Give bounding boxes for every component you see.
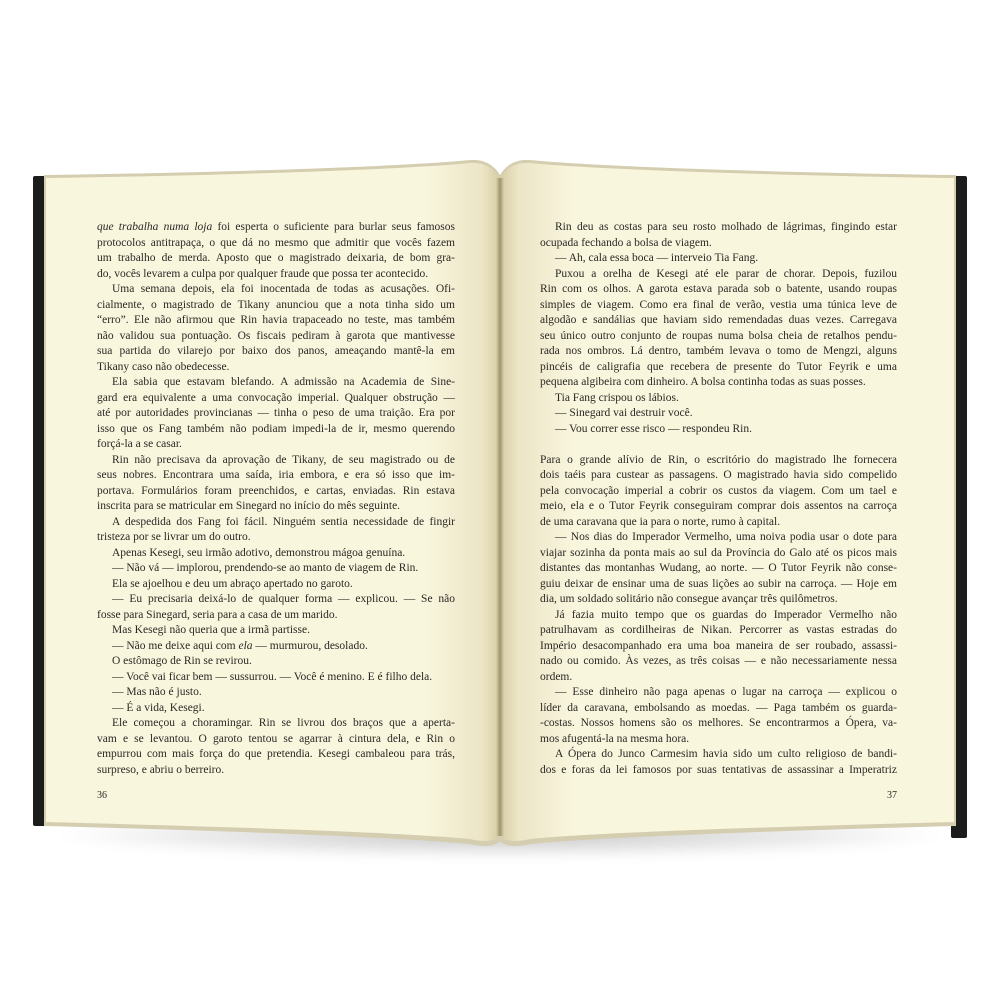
- paragraph: [97, 592, 455, 623]
- text-line: — Esse dinheiro não paga apenas o lugar na carroça — explicou o: [555, 686, 897, 698]
- paragraph: [540, 453, 897, 531]
- text-line: do, vocês levarem a culpa por qualquer fraude que possa ter acontecido.: [97, 267, 429, 280]
- paragraph: [97, 577, 455, 593]
- text-line: algodão e sandálias que haviam sido remendadas duas vezes. Carregava: [540, 314, 897, 326]
- text-line: Ela se ajoelhou e deu um abraço apertado no garoto.: [112, 577, 353, 590]
- text-segment: — murmurou, desolado.: [252, 639, 368, 652]
- paragraph: [540, 391, 897, 407]
- text-line: Ele começou a choramingar. Rin se livrou dos braços que a aperta-: [112, 717, 455, 729]
- text-line: protocolos antitrapaça, o que dá no mesmo que admitir que vocês fazem: [97, 236, 455, 249]
- text-line: Apenas Kesegi, seu irmão adotivo, demonstrou mágoa genuína.: [112, 546, 406, 559]
- text-line: pela convocação imperial a cobrir os custos da viagem. Com um tael e: [540, 484, 897, 497]
- paragraph: [97, 375, 455, 453]
- text-line: líder da caravana, embolsando as moedas. — Paga também os guarda-: [540, 701, 897, 714]
- paragraph: [540, 608, 897, 686]
- text-line: forçá-la a se casar.: [97, 438, 182, 450]
- spine-gutter: [496, 178, 504, 836]
- text-line: Mas Kesegi não queria que a irmã partisse.: [112, 624, 310, 636]
- text-line: pincéis de caligrafia que recebera de presente do Tutor Feyrik e uma: [540, 360, 897, 373]
- text-line: um trabalho de merda. Aposto que o magistrado deixaria, de bom gra-: [97, 252, 455, 264]
- paragraph: [97, 561, 455, 577]
- text-line: — Sinegard vai destruir você.: [555, 407, 693, 419]
- text-line: Uma semana depois, ela foi inocentada de todas as acusações. Ofi-: [112, 283, 455, 295]
- text-line: empurrou com mais força do que pretendia. Kesegi cambaleou para trás,: [97, 748, 455, 760]
- text-line: — Vou correr esse risco — respondeu Rin.: [555, 422, 752, 435]
- paragraph: [540, 406, 897, 422]
- text-line: -costas. Nossos homens são os melhores. Se encontrarmos a Ópera, va-: [540, 717, 897, 729]
- italic-text: que trabalha numa loja: [97, 221, 213, 233]
- text-line: seu único outro conjunto de roupas numa bolsa cheia de retalhos pendu-: [540, 329, 897, 342]
- text-line: sua partida do vilarejo por baixo dos panos, ameaçando mantê-la em: [97, 345, 455, 357]
- text-line: seus nobres. Encontrara uma saída, iria embora, e era só isso que im-: [97, 469, 455, 481]
- paragraph: [540, 747, 897, 778]
- paragraph: [540, 685, 897, 747]
- text-line: tristeza por se livrar um do outro.: [97, 531, 251, 543]
- text-line: Rin com os olhos. A garota estava parada sob o batente, usando roupas: [540, 283, 897, 295]
- paragraph: [97, 453, 455, 515]
- text-segment: foi esperta o suficiente para burlar seus famosos: [212, 221, 456, 233]
- text-line: distantes das montanhas Wudang, ao norte. — O Tutor Feyrik não conse-: [540, 562, 897, 574]
- paragraph: [97, 716, 455, 778]
- text-line: — Eu precisaria deixá-lo de qualquer forma — explicou. — Se não: [112, 593, 455, 605]
- text-line: portava. Formulários foram preenchidos, e cartas, enviadas. Rin estava: [97, 484, 455, 497]
- italic-text: ela: [238, 639, 253, 652]
- left-page-number: 36: [97, 790, 107, 801]
- text-line: dois taéis para custear as passagens. O magistrado havia sido compelido: [540, 469, 897, 481]
- text-line: vam e se levantou. O garoto tentou se agarrar à cintura dela, e Rin o: [97, 732, 455, 745]
- text-line: — Não vá — implorou, prendendo-se ao manto de viagem de Rin.: [112, 562, 419, 574]
- text-line: “erro”. Ele não afirmou que Rin havia trapaceado no teste, mas também: [97, 314, 455, 326]
- paragraph: [97, 701, 455, 717]
- text-line: gard era equivalente a uma convocação imperial. Qualquer obstrução —: [97, 391, 455, 404]
- paragraph: [97, 282, 455, 375]
- text-line: Ela sabia que estavam blefando. A admissão na Academia de Sine-: [112, 376, 455, 388]
- right-page-number: 37: [887, 790, 897, 801]
- text-line: A Ópera do Junco Carmesim havia sido um culto religioso de bandi-: [555, 748, 897, 760]
- text-segment: — Não me deixe aqui com: [112, 639, 239, 652]
- paragraph: [97, 639, 455, 655]
- text-line: inscrita para se matricular em Sinegard no início do mês seguinte.: [97, 500, 401, 512]
- text-line: — Ah, cala essa boca — interveio Tia Fang.: [555, 252, 759, 264]
- text-line: cialmente, o magistrado de Tikany anunciou que a nota tinha sido um: [97, 298, 455, 311]
- text-line: Tia Fang crispou os lábios.: [555, 391, 679, 404]
- text-line: não validou sua pontuação. Os fiscais pediram à garota que mantivesse: [97, 329, 455, 342]
- text-line: de uma caravana que ia para o norte, rumo à capital.: [540, 515, 781, 528]
- paragraph: [97, 654, 455, 670]
- paragraph: [540, 251, 897, 267]
- text-line: Rin não precisava da aprovação de Tikany, de seu magistrado ou de: [112, 453, 455, 466]
- text-line: — Mas não é justo.: [112, 686, 202, 698]
- text-line: dia, um soldado solitário não consegue avançar três quilômetros.: [540, 593, 838, 605]
- text-line: guiu deixar de ensinar uma de suas lições ao subir na carroça. — Hoje em: [540, 577, 897, 590]
- text-line: fosse para Sinegard, seria para a casa de um marido.: [97, 608, 338, 621]
- text-line: Já fazia muito tempo que os guardas do Imperador Vermelho não: [555, 608, 897, 621]
- paragraph: [97, 546, 455, 562]
- text-line: ordem.: [540, 670, 573, 683]
- paragraph: [97, 623, 455, 639]
- text-line: — Nos dias do Imperador Vermelho, uma noiva podia usar o dote para: [555, 531, 897, 543]
- text-line: meio, ela e o Tutor Feyrik conseguiram comprar dois assentos na carroça: [540, 500, 897, 512]
- text-line: — É a vida, Kesegi.: [112, 701, 205, 714]
- text-line: patrulhavam as cordilheiras de Nikan. Percorrer as vastas estradas do: [540, 624, 897, 636]
- text-line: Tikany caso não obedecesse.: [97, 360, 230, 373]
- paragraph: [540, 422, 897, 438]
- text-line: mos afugentá-la na mesma hora.: [540, 732, 690, 745]
- text-line: pequena algibeira com dinheiro. A bolsa continha todas as suas posses.: [540, 376, 866, 388]
- paragraph: [97, 220, 455, 282]
- paragraph: [540, 220, 897, 251]
- text-line: — Você vai ficar bem — sussurrou. — Você é menino. E é filho dela.: [112, 670, 433, 683]
- left-page-text: [97, 220, 455, 778]
- paragraph: [97, 685, 455, 701]
- text-line: até por autoridades provincianas — tinha o peso de uma traição. Era por: [97, 407, 455, 419]
- right-page-text: [540, 220, 897, 778]
- paragraph: [540, 267, 897, 391]
- text-line: nado ou comido. Às vezes, as três coisas — e não necessariamente nessa: [540, 655, 897, 667]
- text-line: viajar sozinha da ponta mais ao sul da Província do Galo até os picos mais: [540, 546, 897, 559]
- scene-break: [540, 437, 897, 453]
- text-line: rada nos ombros. Lá dentro, também levava o tomo de Mengzi, alguns: [540, 345, 897, 357]
- text-line: O estômago de Rin se revirou.: [112, 655, 252, 667]
- text-line: isso que os Fang também não podiam impedi-la de ir, mesmo querendo: [97, 422, 455, 435]
- text-line: dos e foras da lei famosos por suas tentativas de assassinar a Imperatriz: [540, 763, 897, 776]
- text-line: ocupada fechando a bolsa de viagem.: [540, 236, 712, 249]
- paragraph: [97, 515, 455, 546]
- text-line: Puxou a orelha de Kesegi até ele parar de chorar. Depois, fuzilou: [555, 267, 897, 280]
- text-line: Para o grande alívio de Rin, o escritório do magistrado lhe fornecera: [540, 453, 897, 466]
- text-line: Império desacompanhado era uma boa maneira de ser roubado, assassi-: [540, 639, 897, 652]
- text-line: simples de viagem. Como era final de verão, vestia uma túnica leve de: [540, 298, 897, 311]
- paragraph: [97, 670, 455, 686]
- text-line: surpreso, e abriu o berreiro.: [97, 763, 225, 776]
- text-line: A despedida dos Fang foi fácil. Ninguém sentia necessidade de fingir: [112, 515, 455, 528]
- paragraph: [540, 530, 897, 608]
- text-line: [97, 220, 455, 236]
- text-line: [97, 639, 455, 655]
- text-line: Rin deu as costas para seu rosto molhado de lágrimas, fingindo estar: [555, 221, 897, 233]
